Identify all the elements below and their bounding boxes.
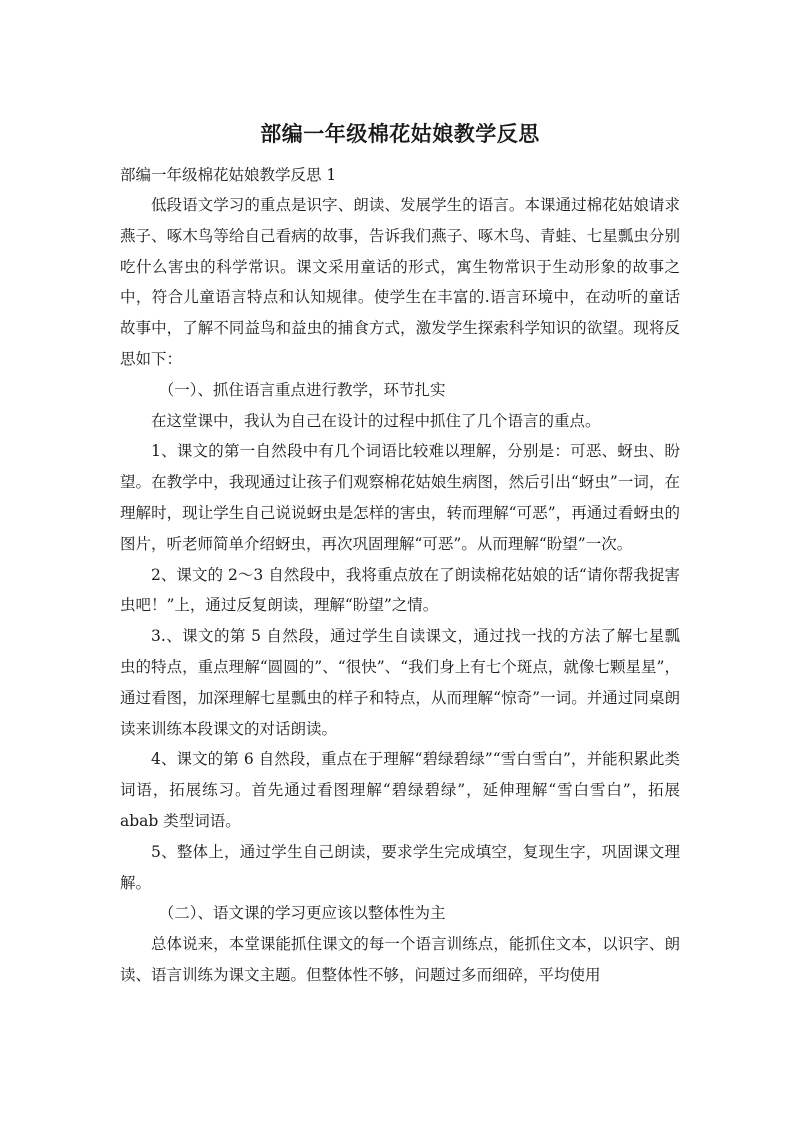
point-1-paragraph: 1、课文的第一自然段中有几个词语比较难以理解，分别是：可恶、蚜虫、盼望。在教学中，我现通过让孩子们观察棉花姑娘生病图，然后引出“蚜虫”一词，在理解时，现让学生自己说说蚜虫是怎样的害虫，转而理解“可恶”，再通过看蚜虫的图片，听老师简单介绍蚜虫，再次巩固理解“可恶”。从而理解“盼望”一次。: [120, 442, 680, 553]
section-2-paragraph: 总体说来，本堂课能抓住课文的每一个语言训练点，能抓住文本，以识字、朗读、语言训练为课文主题。但整体性不够，问题过多而细碎，平均使用: [120, 935, 680, 984]
intro-paragraph: 低段语文学习的重点是识字、朗读、发展学生的语言。本课通过棉花姑娘请求燕子、啄木鸟等给自己看病的故事，告诉我们燕子、啄木鸟、青蛙、七星瓢虫分别吃什么害虫的科学常识。课文采用童话的形式，寓生物常识于生动形象的故事之中，符合儿童语言特点和认知规律。使学生在丰富的.语言环境中，在动听的童话故事中，了解不同益鸟和益虫的捕食方式，激发学生探索科学知识的欲望。现将反思如下：: [120, 196, 680, 368]
section-2-heading: （二）、语文课的学习更应该以整体性为主: [158, 904, 446, 923]
section-1-heading: （一）、抓住语言重点进行教学，环节扎实: [158, 380, 446, 399]
document-page: [120, 118, 680, 991]
point-5-paragraph: 5、整体上，通过学生自己朗读，要求学生完成填空，复现生字，巩固课文理解。: [120, 842, 680, 892]
point-2-paragraph: 2、课文的 2～3 自然段中，我将重点放在了朗读棉花姑娘的话“请你帮我捉害虫吧！”上，通过反复朗读，理解“盼望”之情。: [120, 565, 680, 615]
point-4-paragraph: 4、课文的第 6 自然段，重点在于理解“碧绿碧绿”“雪白雪白”，并能积累此类词语，拓展练习。首先通过看图理解“碧绿碧绿”，延伸理解“雪白雪白”，拓展 abab 类型词语。: [120, 750, 680, 830]
section-1-intro: 在这堂课中，我认为自己在设计的过程中抓住了几个语言的重点。: [151, 411, 601, 430]
point-3-paragraph: 3.、课文的第 5 自然段，通过学生自读课文，通过找一找的方法了解七星瓢虫的特点，重点理解“圆圆的”、“很快”、“我们身上有七个斑点，就像七颗星星”，通过看图，加深理解七星瓢虫的样子和特点，从而理解“惊奇”一词。并通过同桌朗读来训练本段课文的对话朗读。: [120, 627, 680, 738]
document-subtitle: 部编一年级棉花姑娘教学反思 1: [120, 166, 337, 184]
document-title: 部编一年级棉花姑娘教学反思: [260, 122, 540, 146]
